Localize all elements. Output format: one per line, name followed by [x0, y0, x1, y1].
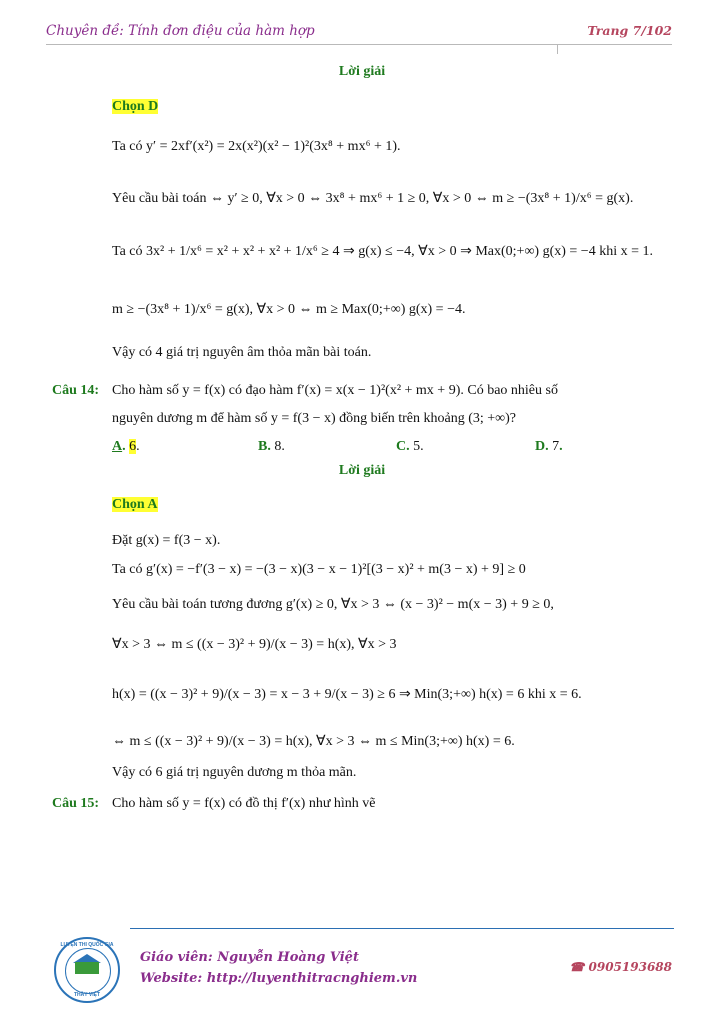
page-number: Trang 7/102 [587, 23, 672, 38]
solution-conclusion: Vậy có 4 giá trị nguyên âm thỏa mãn bài toán. [112, 345, 372, 360]
question-label: Câu 15: [52, 796, 100, 811]
solution-line: Yêu cầu bài toán tương đương g′(x) ≥ 0, ∀x > 3 ⇔ (x − 3)² − m(x − 3) + 9 ≥ 0, [112, 597, 554, 612]
solution-line: Ta có 3x² + 1/x⁶ = x² + x² + x² + 1/x⁶ ≥ 4 ⇒ g(x) ≤ −4, ∀x > 0 ⇒ Max(0;+∞) g(x) = −4 khi x = 1. [112, 244, 653, 259]
option-b: B. 8. [258, 439, 285, 454]
header-divider [46, 44, 672, 45]
answer-choice: Chọn A [112, 497, 158, 512]
header-divider-tick [557, 44, 558, 54]
question-text: Cho hàm số y = f(x) có đạo hàm f′(x) = x(x − 1)²(x² + mx + 9). Có bao nhiêu số [112, 383, 558, 398]
option-d: D. 7. [535, 439, 563, 454]
solution-line: Đặt g(x) = f(3 − x). [112, 533, 221, 548]
solution-line: Ta có y′ = 2xf′(x²) = 2x(x²)(x² − 1)²(3x⁸ + mx⁶ + 1). [112, 139, 401, 154]
option-c: C. 5. [396, 439, 424, 454]
question-label: Câu 14: [52, 383, 100, 398]
solution-title: Lời giải [338, 463, 386, 478]
website-link[interactable]: Website: http://luyenthitracnghiem.vn [140, 971, 418, 986]
solution-conclusion: Vậy có 6 giá trị nguyên dương m thỏa mãn. [112, 765, 357, 780]
solution-line: h(x) = ((x − 3)² + 9)/(x − 3) = x − 3 + 9/(x − 3) ≥ 6 ⇒ Min(3;+∞) h(x) = 6 khi x = 6. [112, 687, 582, 702]
question-text: Cho hàm số y = f(x) có đồ thị f′(x) như hình vẽ [112, 796, 376, 811]
solution-line: ∀x > 3 ⇔ m ≤ ((x − 3)² + 9)/(x − 3) = h(x), ∀x > 3 [112, 637, 397, 652]
phone-number: ☎ 0905193688 [569, 960, 672, 974]
phone-icon: ☎ [569, 960, 585, 974]
solution-line: ⇔ m ≤ ((x − 3)² + 9)/(x − 3) = h(x), ∀x > 3 ⇔ m ≤ Min(3;+∞) h(x) = 6. [112, 734, 515, 749]
question-text: nguyên dương m để hàm số y = f(3 − x) đồng biến trên khoảng (3; +∞)? [112, 411, 517, 426]
footer-divider [130, 928, 674, 929]
header-title: Chuyên đề: Tính đơn điệu của hàm hợp [46, 23, 315, 39]
answer-choice: Chọn D [112, 99, 159, 114]
solution-line: Ta có g′(x) = −f′(3 − x) = −(3 − x)(3 − x − 1)²[(3 − x)² + m(3 − x) + 9] ≥ 0 [112, 562, 526, 577]
school-logo: LUYỆN THI QUỐC GIA THẦY VIỆT [54, 937, 120, 1003]
solution-line: m ≥ −(3x⁸ + 1)/x⁶ = g(x), ∀x > 0 ⇔ m ≥ Max(0;+∞) g(x) = −4. [112, 302, 466, 317]
teacher-name: Giáo viên: Nguyễn Hoàng Việt [140, 950, 359, 965]
solution-title: Lời giải [338, 64, 386, 79]
solution-line: Yêu cầu bài toán ⇔ y′ ≥ 0, ∀x > 0 ⇔ 3x⁸ + mx⁶ + 1 ≥ 0, ∀x > 0 ⇔ m ≥ −(3x⁸ + 1)/x⁶ = g(x). [112, 191, 634, 206]
option-a: A. 6. [112, 439, 140, 454]
